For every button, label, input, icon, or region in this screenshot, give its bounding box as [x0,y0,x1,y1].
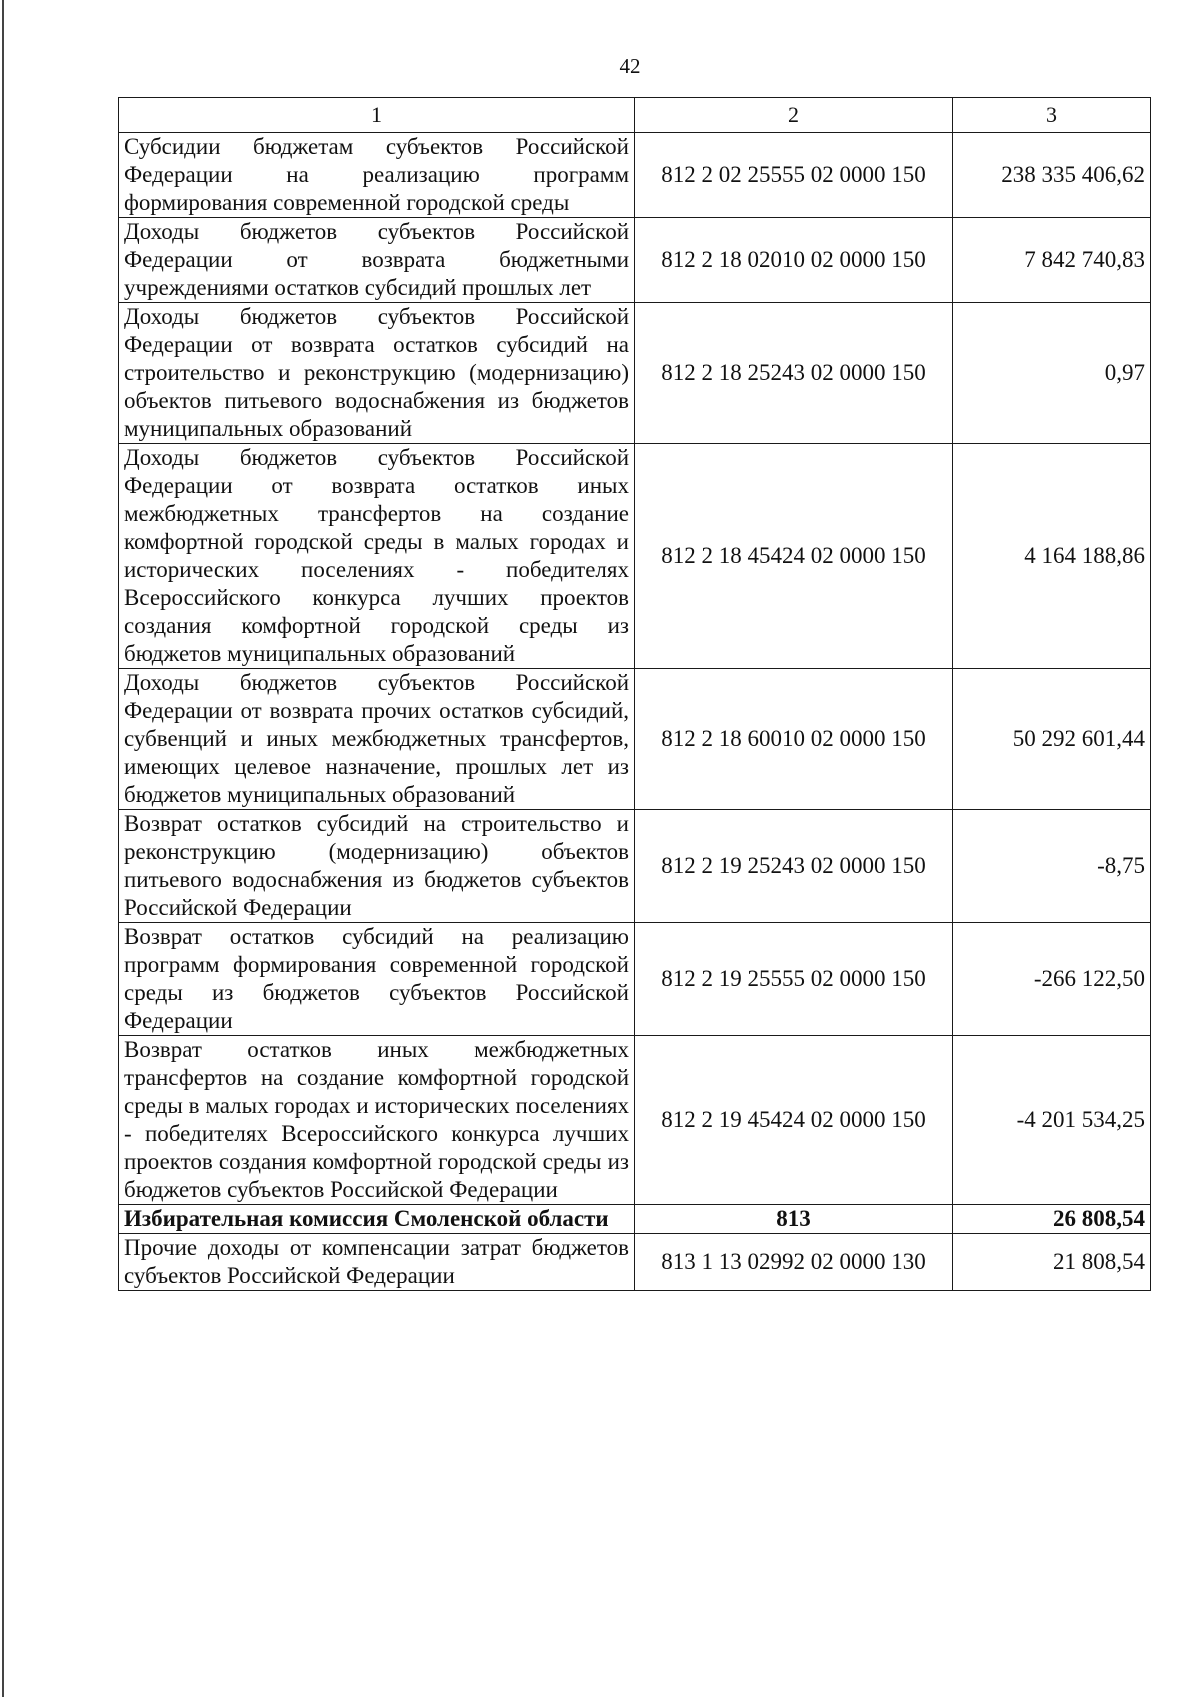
table-row [119,1234,1151,1291]
income-name-cell: Доходы бюджетов субъектов Российской Федерации от возврата остатков субсидий на строительство и реконструкцию (модернизацию) объектов питьевого водоснабжения из бюджетов муниципальных образований [119,303,635,444]
page-edge-line [2,0,4,1697]
table-row [119,444,1151,669]
table-row [119,303,1151,444]
amount-cell: -266 122,50 [953,923,1151,1036]
budget-code-cell: 812 2 18 45424 02 0000 150 [635,444,953,669]
income-name-cell: Доходы бюджетов субъектов Российской Федерации от возврата бюджетными учреждениями остатков субсидий прошлых лет [119,218,635,303]
budget-code-cell: 812 2 18 60010 02 0000 150 [635,669,953,810]
income-name-cell: Избирательная комиссия Смоленской области [119,1205,635,1234]
table-row [119,923,1151,1036]
budget-table [118,97,1151,1291]
amount-cell: -4 201 534,25 [953,1036,1151,1205]
income-name-cell: Субсидии бюджетам субъектов Российской Федерации на реализацию программ формирования современной городской среды [119,133,635,218]
amount-cell: 7 842 740,83 [953,218,1151,303]
column-header-3: 3 [953,98,1151,133]
budget-table-body [119,98,1151,1291]
amount-cell: 21 808,54 [953,1234,1151,1291]
budget-code-cell: 812 2 18 02010 02 0000 150 [635,218,953,303]
income-name-cell: Доходы бюджетов субъектов Российской Федерации от возврата прочих остатков субсидий, субвенций и иных межбюджетных трансфертов, имеющих целевое назначение, прошлых лет из бюджетов муниципальных образований [119,669,635,810]
income-name-cell: Возврат остатков субсидий на реализацию программ формирования современной городской среды из бюджетов субъектов Российской Федерации [119,923,635,1036]
amount-cell: 238 335 406,62 [953,133,1151,218]
income-name-cell: Возврат остатков субсидий на строительство и реконструкцию (модернизацию) объектов питьевого водоснабжения из бюджетов субъектов Российской Федерации [119,810,635,923]
page-number: 42 [619,54,641,78]
income-name-cell: Возврат остатков иных межбюджетных трансфертов на создание комфортной городской среды в малых городах и исторических поселениях - победителях Всероссийского конкурса лучших проектов создания комфортной городской среды из бюджетов субъектов Российской Федерации [119,1036,635,1205]
table-row [119,1205,1151,1234]
column-header-1: 1 [119,98,635,133]
budget-code-cell: 813 [635,1205,953,1234]
table-header-row [119,98,1151,133]
table-row [119,218,1151,303]
income-name-cell: Доходы бюджетов субъектов Российской Федерации от возврата остатков иных межбюджетных трансфертов на создание комфортной городской среды в малых городах и исторических поселениях - победителях Всероссийского конкурса лучших проектов создания комфортной городской среды из бюджетов муниципальных образований [119,444,635,669]
budget-code-cell: 813 1 13 02992 02 0000 130 [635,1234,953,1291]
budget-code-cell: 812 2 19 25243 02 0000 150 [635,810,953,923]
table-row [119,133,1151,218]
budget-code-cell: 812 2 18 25243 02 0000 150 [635,303,953,444]
amount-cell: -8,75 [953,810,1151,923]
amount-cell: 0,97 [953,303,1151,444]
amount-cell: 26 808,54 [953,1205,1151,1234]
budget-code-cell: 812 2 02 25555 02 0000 150 [635,133,953,218]
budget-code-cell: 812 2 19 25555 02 0000 150 [635,923,953,1036]
column-header-2: 2 [635,98,953,133]
table-row [119,669,1151,810]
table-row [119,1036,1151,1205]
table-row [119,810,1151,923]
budget-code-cell: 812 2 19 45424 02 0000 150 [635,1036,953,1205]
amount-cell: 4 164 188,86 [953,444,1151,669]
income-name-cell: Прочие доходы от компенсации затрат бюджетов субъектов Российской Федерации [119,1234,635,1291]
amount-cell: 50 292 601,44 [953,669,1151,810]
